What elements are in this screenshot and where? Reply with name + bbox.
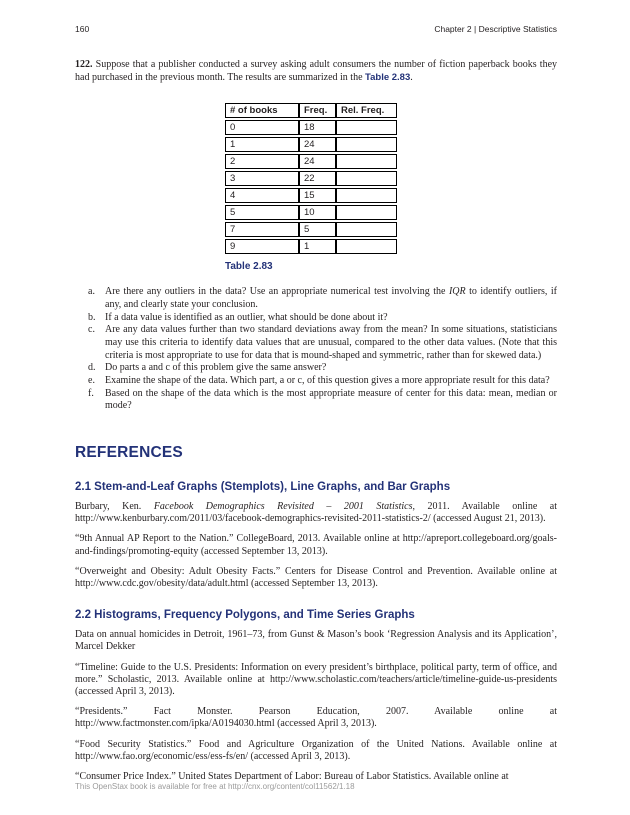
cell-rel-freq xyxy=(336,205,397,220)
citation-text: “Presidents.” Fact Monster. Pearson Education, 2007. Available online at http://www.factmonster.com/ipka/A0194030.html (accessed April 3, 2013). xyxy=(75,706,557,730)
item-letter: c. xyxy=(88,324,95,336)
item-text-post: to identify outliers, if any, and clearly state your conclusion. xyxy=(105,286,557,310)
references-title: REFERENCES xyxy=(75,444,183,462)
table-row xyxy=(225,222,397,237)
item-text xyxy=(105,312,557,325)
item-letter: f. xyxy=(88,387,94,399)
item-text-pre: Examine the shape of the data. Which part, a or c, of this question gives a more appropriate result for this data? xyxy=(105,375,550,386)
table-header-row xyxy=(225,103,397,118)
citation-title-italic: Facebook Demographics Revisited – 2001 Statistics xyxy=(153,501,413,513)
column-header-rel-freq: Rel. Freq. xyxy=(336,103,397,118)
item-letter: a. xyxy=(88,286,95,298)
cell-books: 7 xyxy=(225,222,299,237)
cell-rel-freq xyxy=(336,188,397,203)
problem-text-end: . xyxy=(410,71,413,83)
cell-books: 3 xyxy=(225,171,299,186)
table-row xyxy=(225,154,397,169)
citation-text: , 2011. Available online at http://www.kenburbary.com/2011/03/facebook-demographics-revisited-2011-statistics-2/ (accessed August 21, 2013). xyxy=(75,501,557,525)
cell-freq: 24 xyxy=(299,137,336,152)
cell-books: 1 xyxy=(225,137,299,152)
section-heading-2-1: 2.1 Stem-and-Leaf Graphs (Stemplots), Line Graphs, and Bar Graphs xyxy=(75,481,451,494)
column-header-freq: Freq. xyxy=(299,103,336,118)
item-text xyxy=(105,324,557,362)
citation-text: “Timeline: Guide to the U.S. Presidents: Information on every president’s birthplace, political party, term of office, and more.” Scholastic, 2013. Available online at http://www.scholastic.com/teachers/article/timeline-guide-us-presidents (accessed April 3, 2013). xyxy=(75,661,557,697)
list-item xyxy=(75,324,557,362)
cell-rel-freq xyxy=(336,222,397,237)
table-row xyxy=(225,171,397,186)
running-header xyxy=(75,24,557,34)
citation-text: “Food Security Statistics.” Food and Agriculture Organization of the United Nations. Available online at http://www.fao.org/economic/ess/ess-fs/en/ (accessed April 3, 2013). xyxy=(75,738,557,762)
cell-freq: 15 xyxy=(299,188,336,203)
citation-text: “Consumer Price Index.” United States Department of Labor: Bureau of Labor Statistics. Available online at xyxy=(75,770,509,782)
cell-rel-freq xyxy=(336,120,397,135)
cell-books: 5 xyxy=(225,205,299,220)
reference-citation xyxy=(75,533,557,557)
citation-text: “Overweight and Obesity: Adult Obesity Facts.” Centers for Disease Control and Prevention. Available online at http://www.cdc.gov/obesity/data/adult.html (accessed September 13, 2013). xyxy=(75,565,557,589)
cell-books: 0 xyxy=(225,120,299,135)
table-row xyxy=(225,239,397,254)
cell-freq: 22 xyxy=(299,171,336,186)
item-text-italic: IQR xyxy=(448,286,466,298)
list-item xyxy=(75,362,557,375)
cell-freq: 10 xyxy=(299,205,336,220)
list-item xyxy=(75,312,557,325)
cell-books: 9 xyxy=(225,239,299,254)
item-letter: b. xyxy=(88,311,96,323)
table-row xyxy=(225,188,397,203)
cell-freq: 5 xyxy=(299,222,336,237)
cell-freq: 18 xyxy=(299,120,336,135)
table-caption: Table 2.83 xyxy=(225,261,273,273)
cell-freq: 1 xyxy=(299,239,336,254)
item-letter: d. xyxy=(88,362,96,374)
list-item xyxy=(75,388,557,413)
cell-rel-freq xyxy=(336,137,397,152)
reference-citation xyxy=(75,662,557,699)
sub-question-list xyxy=(75,286,557,413)
frequency-table-container xyxy=(225,101,557,272)
item-text-pre: If a data value is identified as an outlier, what should be done about it? xyxy=(105,311,388,323)
item-text xyxy=(105,375,557,388)
page-number: 160 xyxy=(75,24,90,34)
problem-122 xyxy=(75,59,557,84)
item-text xyxy=(105,286,557,311)
item-text xyxy=(105,362,557,375)
reference-citation xyxy=(75,629,557,653)
item-text-pre: Based on the shape of the data which is the most appropriate measure of center for this data: mean, median or mode? xyxy=(105,387,557,412)
citation-text: Data on annual homicides in Detroit, 1961–73, from Gunst & Mason’s book ‘Regression Analysis and its Application’, Marcel Dekker xyxy=(75,629,557,653)
table-2-83-link[interactable]: Table 2.83 xyxy=(365,71,411,83)
citation-text: “9th Annual AP Report to the Nation.” CollegeBoard, 2013. Available online at http://apreport.collegeboard.org/goals-and-findings/promoting-equity (accessed September 13, 2013). xyxy=(75,533,557,557)
item-text-pre: Are any data values further than two standard deviations away from the mean? In some situations, statisticians may use this criteria to identify data values that are unusual, compared to the other data values. (Note that this criteria is most appropriate to use for data that is mound-shaped and symmetric, rather than for skewed data.) xyxy=(105,324,557,361)
reference-citation xyxy=(75,501,557,525)
item-text-pre: Do parts a and c of this problem give the same answer? xyxy=(105,362,327,374)
chapter-title: Chapter 2 | Descriptive Statistics xyxy=(434,24,557,34)
cell-rel-freq xyxy=(336,239,397,254)
item-text xyxy=(105,388,557,413)
reference-citation xyxy=(75,739,557,763)
item-text-pre: Are there any outliers in the data? Use an appropriate numerical test involving the xyxy=(105,286,449,298)
citation-text: Burbary, Ken. xyxy=(75,501,154,513)
table-row xyxy=(225,120,397,135)
page-footer: This OpenStax book is available for free at http://cnx.org/content/col11562/1.18 xyxy=(75,782,355,791)
table-row xyxy=(225,137,397,152)
table-row xyxy=(225,205,397,220)
reference-citation xyxy=(75,566,557,590)
reference-citation xyxy=(75,706,557,730)
cell-freq: 24 xyxy=(299,154,336,169)
frequency-table xyxy=(225,101,397,256)
section-heading-2-2: 2.2 Histograms, Frequency Polygons, and Time Series Graphs xyxy=(75,609,415,622)
cell-rel-freq xyxy=(336,154,397,169)
column-header-books: # of books xyxy=(225,103,299,118)
cell-books: 4 xyxy=(225,188,299,203)
cell-books: 2 xyxy=(225,154,299,169)
list-item xyxy=(75,286,557,311)
cell-rel-freq xyxy=(336,171,397,186)
item-letter: e. xyxy=(88,375,95,386)
problem-number: 122. xyxy=(75,59,93,70)
problem-text: Suppose that a publisher conducted a survey asking adult consumers the number of fiction paperback books they had purchased in the previous month. The results are summarized in the xyxy=(75,59,558,83)
list-item xyxy=(75,375,557,388)
